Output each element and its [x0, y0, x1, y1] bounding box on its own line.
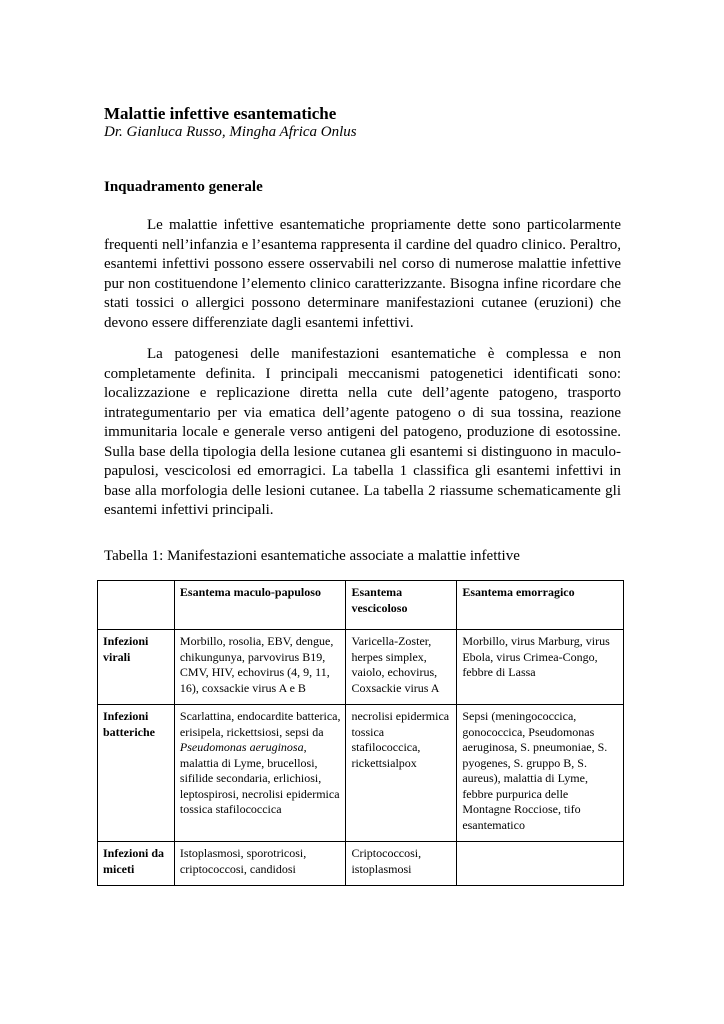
document-title: Malattie infettive esantematiche	[104, 104, 337, 123]
cell-italic-text: Pseudomonas aeruginosa	[179, 740, 304, 754]
row-label: Infezioni virali	[98, 630, 175, 705]
row-label: Infezioni batteriche	[98, 705, 175, 842]
cell-emorragico: Morbillo, virus Marburg, virus Ebola, virus Crimea-Congo, febbre di Lassa	[457, 630, 624, 705]
row-label: Infezioni da miceti	[98, 842, 175, 886]
table-caption: Tabella 1: Manifestazioni esantematiche associate a malattie infettive	[104, 548, 520, 564]
cell-emorragico: Sepsi (meningococcica, gonococcica, Pseudomonas aeruginosa, S. pneumoniae, S. pyogenes, S. gruppo B, S. aureus), malattia di Lyme, febbre purpurica delle Montagne Rocciose, tifo esantematico	[457, 705, 624, 842]
table-row	[98, 630, 624, 705]
cell-text: , malattia di Lyme, brucellosi, sifilide secondaria, erlichiosi, leptospirosi, necrolisi epidermica tossica stafilococcica	[179, 740, 340, 816]
header-emorragico: Esantema emorragico	[457, 581, 624, 630]
cell-vescicoloso: Criptococcosi, istoplasmosi	[346, 842, 457, 886]
exanthem-table	[97, 580, 624, 886]
header-empty-cell	[98, 581, 175, 630]
header-vescicoloso: Esantema vescicoloso	[346, 581, 457, 630]
cell-maculo-papuloso: Istoplasmosi, sporotricosi, criptococcosi, candidosi	[174, 842, 346, 886]
table-row	[98, 705, 624, 842]
cell-maculo-papuloso: Morbillo, rosolia, EBV, dengue, chikungunya, parvovirus B19, CMV, HIV, echovirus (4, 9, 11, 16), coxsackie virus A e B	[174, 630, 346, 705]
header-maculo-papuloso: Esantema maculo-papuloso	[174, 581, 346, 630]
paragraph-intro: Le malattie infettive esantematiche propriamente dette sono particolarmente frequenti nell’infanzia e l’esantema rappresenta il cardine del quadro clinico. Peraltro, esantemi infettivi possono essere osservabili nel corso di numerose malattie infettive pur non costituendone l’elemento clinico caratterizzante. Bisogna infine ricordare che stati tossici o allergici possono determinare manifestazioni cutanee (eruzioni) che devono essere differenziate dagli esantemi infettivi.	[104, 217, 621, 331]
author-line: Dr. Gianluca Russo, Mingha Africa Onlus	[104, 124, 357, 140]
cell-text: Scarlattina, endocardite batterica, erisipela, rickettsiosi, sepsi da	[179, 709, 341, 739]
cell-maculo-papuloso	[174, 705, 346, 842]
table-row	[98, 842, 624, 886]
cell-vescicoloso: Varicella-Zoster, herpes simplex, vaiolo, echovirus, Coxsackie virus A	[346, 630, 457, 705]
cell-vescicoloso: necrolisi epidermica tossica stafilococcica, rickettsialpox	[346, 705, 457, 842]
paragraph-pathogenesis: La patogenesi delle manifestazioni esantematiche è complessa e non completamente definita. I principali meccanismi patogenetici identificati sono: localizzazione e replicazione diretta nella cute dell’agente patogeno, trasporto intrategumentario per via ematica dell’agente patogeno o di sua tossina, reazione immunitaria locale e generale verso antigeni del patogeno, produzione di esotossine. Sulla base della tipologia della lesione cutanea gli esantemi si distinguono in maculo-papulosi, vescicolosi ed emorragici. La tabella 1 classifica gli esantemi infettivi in base alla morfologia delle lesioni cutanee. La tabella 2 riassume schematicamente gli esantemi infettivi principali.	[104, 346, 621, 518]
table-header-row	[98, 581, 624, 630]
cell-emorragico	[457, 842, 624, 886]
section-heading: Inquadramento generale	[104, 179, 263, 195]
